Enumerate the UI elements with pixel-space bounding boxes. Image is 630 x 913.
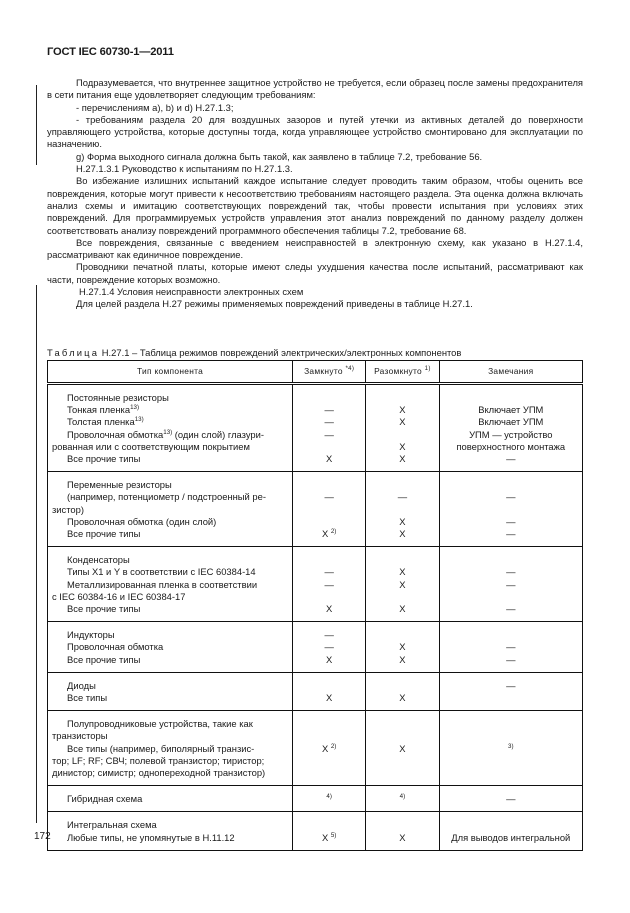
notes-cell <box>439 472 582 547</box>
component-type-line: Индукторы <box>67 629 115 641</box>
component-type-line: Все прочие типы <box>67 653 141 665</box>
change-bar-bottom <box>36 285 37 823</box>
table-row <box>48 786 583 812</box>
notes-cell-line <box>444 819 578 831</box>
notes-cell-line <box>444 554 578 566</box>
closed-cell-line <box>297 392 361 404</box>
paragraph: Во избежание излишних испытаний каждое испытание следует проводить таким образом, чтобы оценить все повреждения, которые могут привести к несоответствию требованиям настоящего раздела. Эта оценка должна включать анализ схемы и имитацию соответствующих повреждений так, чтобы провести испытания при условиях этих повреждений. Для программируемых устройств управления этот анализ повреждений по данному разделу должен соответствовать анализу повреждений программного обеспечения таблицы 7.2, требование 68. <box>47 175 583 236</box>
closed-cell <box>293 472 366 547</box>
section-heading: H.27.1.3.1 Руководство к испытаниям по H.27.1.3. <box>76 163 293 175</box>
closed-cell-line: — <box>324 641 334 653</box>
notes-cell-line: УПМ — устройство <box>469 428 553 440</box>
closed-cell-line: — <box>324 416 334 428</box>
component-type-line: динистор; симистр; однопереходной транзистор) <box>52 767 266 779</box>
open-cell <box>366 384 439 472</box>
table-row <box>48 711 583 786</box>
closed-cell-line <box>297 730 361 742</box>
open-cell-line: 4) <box>399 793 406 801</box>
table-caption-prefix: Таблица <box>47 347 100 358</box>
open-cell-line <box>370 629 434 641</box>
column-header-open: Разомкнуто $^{1)}$ <box>366 361 439 384</box>
component-type-line: тор; LF; RF; СВЧ; полевой транзистор; тиристор; <box>52 754 265 766</box>
open-cell-line: X <box>399 831 406 843</box>
notes-cell-line <box>444 392 578 404</box>
open-cell-line <box>370 554 434 566</box>
open-cell-line <box>370 591 434 603</box>
table-caption-text: H.27.1 – Таблица режимов повреждений электрических/электронных компонентов <box>101 347 462 358</box>
open-cell <box>366 672 439 710</box>
component-type-line: Все типы <box>67 692 108 704</box>
table-row <box>48 672 583 710</box>
notes-cell-line <box>444 730 578 742</box>
closed-cell-line: X <box>326 692 333 704</box>
notes-cell-line: — <box>506 679 516 691</box>
component-type-line: Гибридная схема <box>67 793 143 805</box>
closed-cell <box>293 384 366 472</box>
notes-cell-line <box>444 479 578 491</box>
component-type-line: Толстая пленка$^{13)}$ <box>67 416 144 428</box>
component-type-line: Переменные резисторы <box>67 479 172 491</box>
open-cell-line <box>370 392 434 404</box>
closed-cell-line: — <box>324 404 334 416</box>
notes-cell <box>439 672 582 710</box>
paragraph: Все повреждения, связанные с введением неисправностей в электронную схему, как указано в H.27.1.4, рассматривают как единичное повреждение. <box>47 236 583 261</box>
open-cell-line: X <box>399 440 406 452</box>
closed-cell <box>293 711 366 786</box>
notes-cell-line <box>444 755 578 767</box>
column-header-closed: Замкнуто $^{*4)}$ <box>293 361 366 384</box>
closed-cell-line <box>297 718 361 730</box>
open-cell-line <box>370 504 434 516</box>
notes-cell <box>439 547 582 622</box>
component-type-line: Диоды <box>67 679 96 691</box>
paragraph: - требованиям раздела 20 для воздушных зазоров и путей утечки из активных деталей до поверхности управляющего устройства, которые доступны тогда, когда управляющее устройство смонтировано для эксплуатации по назначению. <box>47 113 583 150</box>
notes-cell <box>439 622 582 673</box>
open-cell-line <box>370 755 434 767</box>
component-type-line: Интегральная схема <box>67 819 157 831</box>
open-cell-line <box>370 429 434 441</box>
component-type-line: Типы X1 и Y в соответствии с IEC 60384-14 <box>67 566 256 578</box>
notes-cell-line: поверхностного монтажа <box>456 440 566 452</box>
notes-cell-line: Включает УПМ <box>478 404 544 416</box>
closed-cell <box>293 812 366 850</box>
open-cell-line <box>370 479 434 491</box>
section-heading: H.27.1.4 Условия неисправности электронных схем <box>79 286 304 298</box>
component-type-cell <box>48 547 293 622</box>
closed-cell-line <box>297 755 361 767</box>
closed-cell-line: 4) <box>326 793 332 801</box>
notes-cell-line <box>444 504 578 516</box>
paragraph: Проводники печатной платы, которые имеют следы ухудшения качества после испытаний, рассматривают как части, повреждение которых возможно. <box>47 261 583 285</box>
component-type-line: Постоянные резисторы <box>67 392 169 403</box>
notes-cell-line: — <box>506 641 516 653</box>
closed-cell-line: X $^{2)}$ <box>321 527 337 539</box>
closed-cell-line: — <box>324 491 334 503</box>
open-cell-line: X <box>399 404 406 416</box>
table-row <box>48 384 583 472</box>
notes-cell-line: — <box>506 515 516 527</box>
open-cell-line: X <box>399 742 406 754</box>
component-type-cell <box>48 672 293 710</box>
paragraph: - перечислениям а), b) и d) H.27.1.3; <box>76 101 234 113</box>
notes-cell-line: Для выводов интегральной <box>451 831 571 843</box>
open-cell-line: X <box>399 528 406 539</box>
open-cell-line: X <box>399 641 406 653</box>
component-type-line: Конденсаторы <box>67 554 130 566</box>
notes-cell-line: — <box>506 578 516 590</box>
open-cell-line <box>370 718 434 730</box>
component-type-line: Проволочная обмотка <box>67 641 164 653</box>
notes-cell-line: — <box>506 528 516 539</box>
notes-cell-line: — <box>506 653 516 665</box>
open-cell-line <box>370 730 434 742</box>
page-number: 172 <box>34 831 51 842</box>
open-cell-line: — <box>397 491 408 503</box>
closed-cell <box>293 786 366 812</box>
table-caption <box>47 347 461 358</box>
component-type-line: Все типы (например, биполярный транзис- <box>67 742 255 754</box>
component-type-cell <box>48 472 293 547</box>
component-type-line: рованная или с соответствующим покрытием <box>52 440 250 452</box>
open-cell-line: X <box>399 653 406 665</box>
open-cell-line: X <box>399 603 406 615</box>
open-cell <box>366 711 439 786</box>
document-header: ГОСТ IEC 60730-1—2011 <box>47 46 174 58</box>
closed-cell-line: X <box>326 452 333 464</box>
component-type-line: Все прочие типы <box>67 453 141 465</box>
closed-cell-line: — <box>324 578 334 590</box>
open-cell <box>366 622 439 673</box>
closed-cell-line <box>297 819 361 831</box>
open-cell <box>366 472 439 547</box>
component-type-line: (например, потенциометр / подстроенный ре- <box>67 491 266 503</box>
open-cell-line <box>370 819 434 831</box>
component-type-cell <box>48 786 293 812</box>
notes-cell-line <box>444 591 578 603</box>
closed-cell-line <box>297 680 361 692</box>
paragraph: Для целей раздела H.27 режимы применяемых повреждений приведены в таблице H.27.1. <box>76 298 473 310</box>
notes-cell-line: — <box>506 566 516 578</box>
notes-cell-line: — <box>506 603 516 615</box>
component-type-line: Любые типы, не упомянутые в H.11.12 <box>67 831 235 843</box>
closed-cell-line: — <box>324 566 334 578</box>
closed-cell-line <box>297 516 361 528</box>
closed-cell-line: — <box>324 428 334 440</box>
change-bar-top <box>36 85 37 165</box>
open-cell <box>366 812 439 850</box>
closed-cell-line: — <box>324 629 334 641</box>
closed-cell-line <box>297 591 361 603</box>
component-type-line: Полупроводниковые устройства, такие как <box>67 718 253 730</box>
open-cell-line: X <box>399 515 406 527</box>
open-cell <box>366 547 439 622</box>
component-type-cell <box>48 711 293 786</box>
closed-cell <box>293 622 366 673</box>
open-cell-line <box>370 680 434 692</box>
paragraph: g) Форма выходного сигнала должна быть такой, как заявлено в таблице 7.2, требование 56. <box>76 150 483 162</box>
open-cell-line: X <box>399 566 406 578</box>
paragraph: Подразумевается, что внутреннее защитное устройство не требуется, если образец после замены предохранителя в сети питания еще удовлетворяет следующим требованиям: <box>47 77 583 101</box>
notes-cell-line <box>444 692 578 704</box>
open-cell-line: X <box>399 416 406 428</box>
open-cell-line <box>370 767 434 779</box>
component-type-line: Все прочие типы <box>67 603 141 615</box>
closed-cell-line <box>297 504 361 516</box>
table-row <box>48 812 583 850</box>
component-type-line: зистор) <box>52 503 84 515</box>
column-header-type: Тип компонента <box>48 361 293 384</box>
open-cell-line: X <box>399 692 406 704</box>
table-row <box>48 547 583 622</box>
closed-cell-line: X $^{5)}$ <box>321 831 337 843</box>
component-type-line: с IEC 60384-16 и IEC 60384-17 <box>52 590 186 602</box>
closed-cell-line <box>297 554 361 566</box>
component-type-line: Все прочие типы <box>67 528 141 540</box>
notes-cell <box>439 812 582 850</box>
table-row <box>48 472 583 547</box>
notes-cell-line <box>444 629 578 641</box>
closed-cell-line: X <box>326 603 333 615</box>
closed-cell-line <box>297 479 361 491</box>
notes-cell-line: Включает УПМ <box>478 416 544 428</box>
component-type-cell <box>48 622 293 673</box>
column-header-notes: Замечания <box>439 361 582 384</box>
notes-cell-line: — <box>506 453 516 464</box>
table-row <box>48 622 583 673</box>
component-type-line: Проволочная обмотка$^{13)}$ (один слой) глазури- <box>67 428 265 440</box>
notes-cell-line: 3) <box>508 742 514 750</box>
component-type-line: Проволочная обмотка (один слой) <box>67 515 217 527</box>
notes-cell <box>439 384 582 472</box>
notes-cell <box>439 711 582 786</box>
closed-cell <box>293 672 366 710</box>
closed-cell <box>293 547 366 622</box>
component-type-line: транзисторы <box>52 730 108 742</box>
closed-cell-line <box>297 441 361 453</box>
component-type-cell <box>48 812 293 850</box>
table-header-row <box>48 361 583 384</box>
component-type-cell <box>48 384 293 472</box>
notes-cell-line <box>444 767 578 779</box>
closed-cell-line: X $^{2)}$ <box>321 742 337 754</box>
notes-cell-line: — <box>506 793 516 805</box>
closed-cell-line <box>297 767 361 779</box>
component-type-line: Металлизированная пленка в соответствии <box>67 578 258 590</box>
closed-cell-line: X <box>326 653 333 665</box>
body-text <box>47 77 583 311</box>
open-cell-line: X <box>399 452 406 464</box>
notes-cell-line: — <box>506 491 516 503</box>
component-type-line: Тонкая пленка$^{13)}$ <box>67 404 140 416</box>
open-cell-line: X <box>399 578 406 590</box>
notes-cell <box>439 786 582 812</box>
open-cell <box>366 786 439 812</box>
failure-modes-table <box>47 360 583 851</box>
notes-cell-line <box>444 718 578 730</box>
